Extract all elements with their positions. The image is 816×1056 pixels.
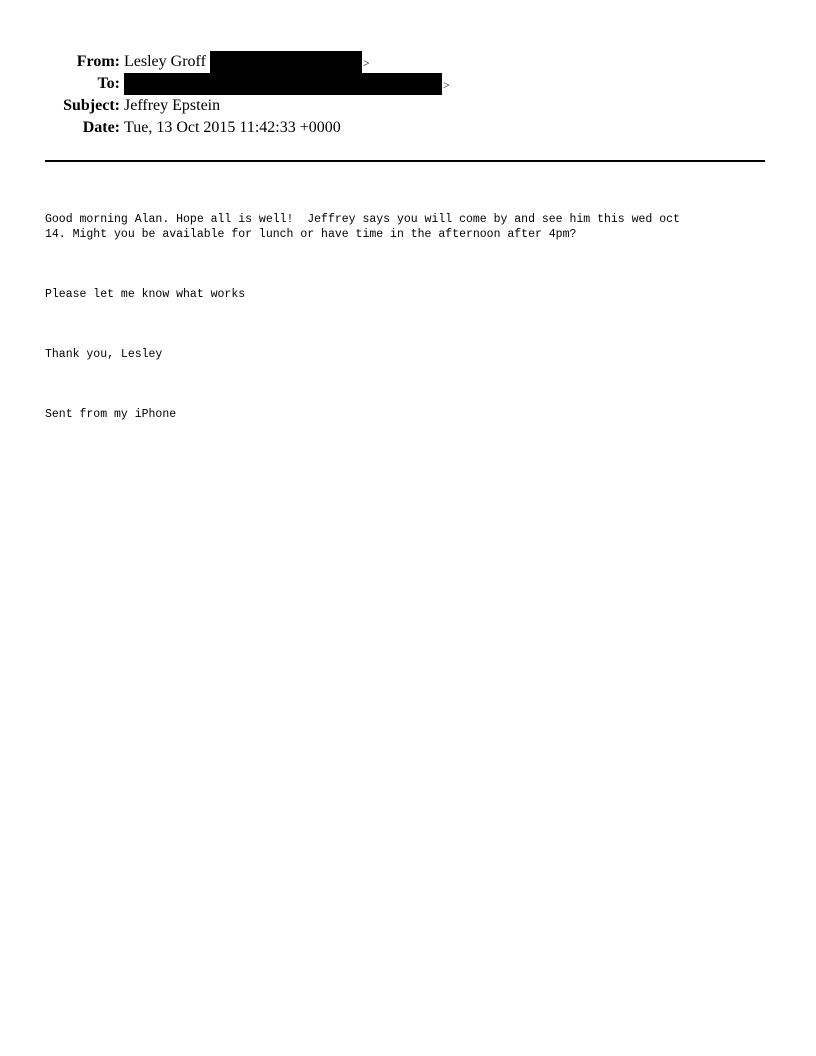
to-label: To: — [97, 75, 120, 92]
body-paragraph-greeting — [45, 212, 775, 242]
body-paragraph-request: Please let me know what works — [45, 288, 246, 301]
header-divider — [45, 160, 765, 162]
to-address-suffix: > — [443, 78, 450, 92]
from-row — [0, 51, 816, 73]
subject-label: Subject: — [63, 97, 120, 114]
to-value — [124, 73, 450, 95]
date-value: Tue, 13 Oct 2015 11:42:33 +0000 — [124, 119, 341, 136]
to-row — [0, 73, 816, 95]
body-line: 14. Might you be available for lunch or have time in the afternoon after 4pm? — [45, 228, 577, 241]
from-value — [124, 51, 370, 73]
body-line: Good morning Alan. Hope all is well! Jeffrey says you will come by and see him this wed oct — [45, 213, 680, 226]
body-signoff: Thank you, Lesley — [45, 348, 163, 361]
subject-value: Jeffrey Epstein — [124, 97, 221, 114]
from-address-suffix: > — [362, 56, 370, 70]
from-name: Lesley Groff — [124, 53, 206, 70]
email-header — [0, 51, 816, 139]
redaction-box — [124, 73, 442, 95]
subject-row — [0, 95, 816, 117]
email-body — [45, 182, 775, 452]
date-row — [0, 117, 816, 139]
from-label: From: — [76, 53, 120, 70]
body-signature: Sent from my iPhone — [45, 408, 177, 421]
date-label: Date: — [82, 119, 120, 136]
redaction-box — [210, 51, 362, 73]
